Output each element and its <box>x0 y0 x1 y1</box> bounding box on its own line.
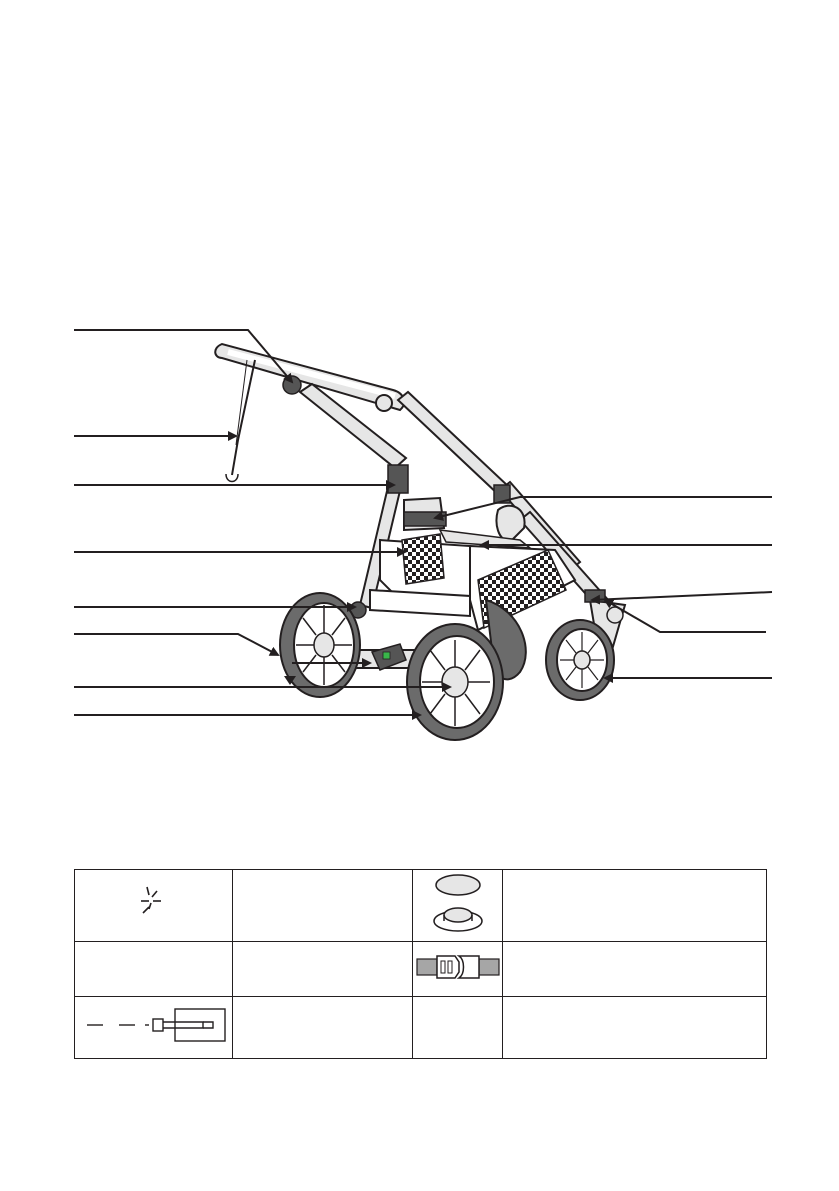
legend-symbol-cell <box>75 870 233 942</box>
wrist-strap <box>226 360 255 482</box>
legend-row <box>75 996 767 1058</box>
rear-wheel-front <box>407 624 503 740</box>
legend-description-cell <box>233 870 413 942</box>
click-icon <box>139 883 169 923</box>
legend-description-cell <box>503 942 767 996</box>
callout-line-11 <box>592 592 772 600</box>
insert-into-slot-icon <box>79 1005 229 1045</box>
legend-symbol-cell <box>413 870 503 942</box>
press-button-icon <box>428 871 488 935</box>
legend-description-cell <box>233 942 413 996</box>
fold-button-icon <box>283 376 301 394</box>
legend-row <box>75 942 767 996</box>
fold-lock-icon <box>388 465 408 493</box>
legend-symbol-cell <box>75 942 233 996</box>
callout-line-9 <box>435 497 772 518</box>
legend-row <box>75 870 767 942</box>
rear-wheel-left <box>280 593 360 697</box>
front-wheel <box>546 590 625 700</box>
legend-description-cell <box>233 996 413 1058</box>
legend-symbol-cell <box>413 996 503 1058</box>
legend-description-cell <box>503 996 767 1058</box>
legend-symbol-cell <box>413 942 503 996</box>
callout-line-12 <box>605 600 766 632</box>
buckle-icon <box>415 952 501 982</box>
callout-line-6 <box>74 634 278 655</box>
legend-symbol-cell <box>75 996 233 1058</box>
symbol-legend-table <box>74 869 767 1059</box>
legend-description-cell <box>503 870 767 942</box>
